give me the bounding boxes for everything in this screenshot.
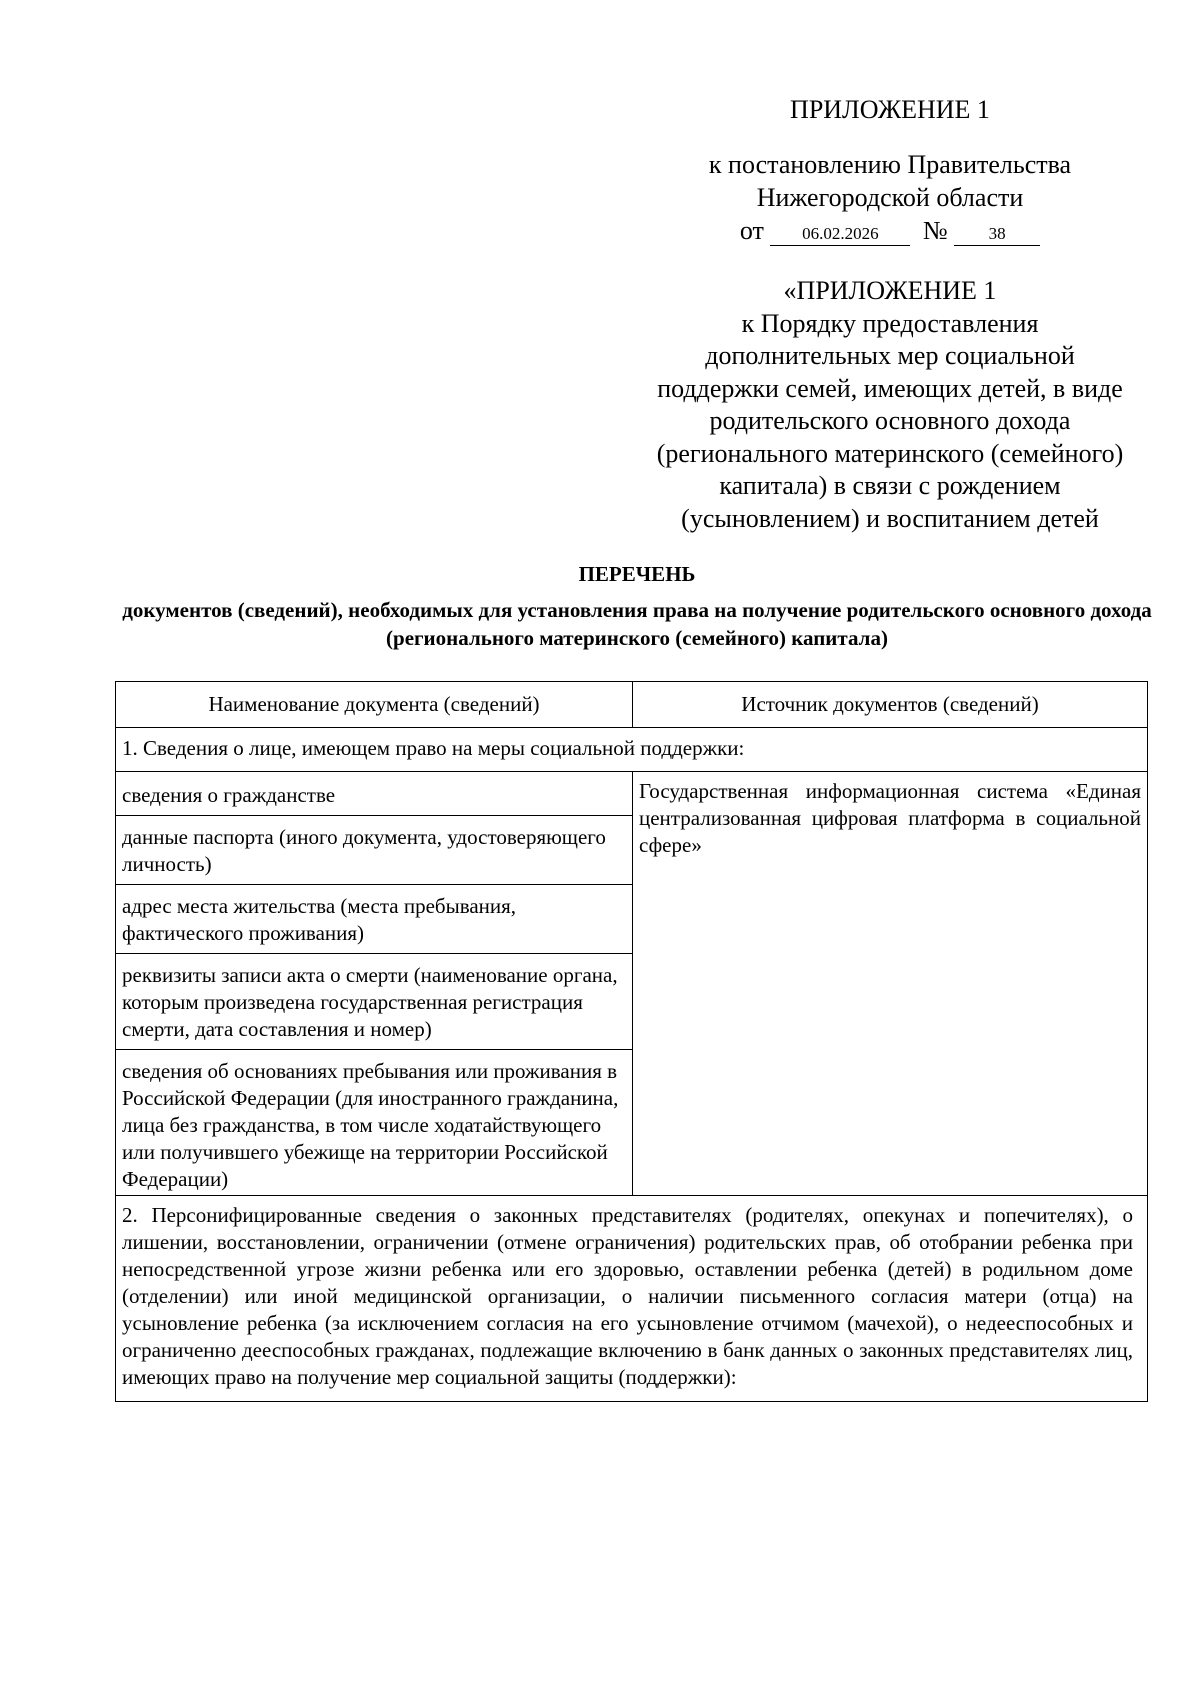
document-name-cell: адрес места жительства (места пребывания, фактического проживания): [116, 885, 633, 954]
reference-line: (усыновлением) и воспитанием детей: [681, 503, 1099, 533]
document-name-cell: сведения о гражданстве: [116, 772, 633, 816]
reference-line: дополнительных мер социальной: [705, 341, 1075, 370]
column-header-name: Наименование документа (сведений): [116, 682, 633, 728]
reference-line: капитала) в связи с рождением: [719, 471, 1061, 500]
section-1-heading: 1. Сведения о лице, имеющем право на меры социальной поддержки:: [116, 728, 1148, 772]
table-header-row: [116, 682, 1148, 728]
appendix-label: ПРИЛОЖЕНИЕ 1: [790, 95, 990, 124]
resolution-line-2: Нижегородской области: [756, 183, 1024, 212]
reference-line: родительского основного дохода: [709, 406, 1071, 435]
reference-line: «ПРИЛОЖЕНИЕ 1: [783, 276, 997, 305]
column-header-source: Источник документов (сведений): [633, 682, 1148, 728]
document-source-cell: Государственная информационная система «Единая централизованная цифровая платформа в социальной сфере»: [633, 772, 1148, 1196]
number-value: 38: [954, 223, 1040, 246]
section-row: [116, 728, 1148, 772]
reference-block: [620, 275, 1160, 535]
date-value: 06.02.2026: [770, 223, 910, 246]
reference-line: к Порядку предоставления: [741, 308, 1039, 338]
document-name-cell: данные паспорта (иного документа, удостоверяющего личность): [116, 816, 633, 885]
document-title: ПЕРЕЧЕНЬ: [578, 562, 696, 586]
section-row: [116, 1196, 1148, 1402]
reference-line: (регионального материнского (семейного): [656, 438, 1124, 468]
documents-table: [115, 681, 1148, 1402]
number-prefix: №: [922, 216, 948, 245]
document-subtitle: документов (сведений), необходимых для установления права на получение родительского основного дохода (регионального материнского (семейного) капитала): [122, 598, 1152, 650]
reference-line: поддержки семей, имеющих детей, в виде: [657, 373, 1123, 403]
document-name-cell: реквизиты записи акта о смерти (наименование органа, которым произведена государственная регистрация смерти, дата составления и номер): [116, 954, 633, 1050]
date-prefix: от: [739, 216, 764, 245]
section-2-heading: 2. Персонифицированные сведения о законных представителях (родителях, опекунах и попечителях), о лишении, восстановлении, ограничении (отмене ограничения) родительских прав, об отобрании ребенка при непосредственной угрозе жизни ребенка или его здоровью, оставлении ребенка (детей) в родильном доме (отделении) или иной медицинской организации, о наличии письменного согласия матери (отца) на усыновление ребенка (за исключением согласия на его усыновление отчимом (мачехой), о недееспособных и ограниченно дееспособных гражданах, подлежащие включению в банк данных о законных представителях лиц, имеющих право на получение мер социальной защиты (поддержки):: [116, 1196, 1148, 1402]
table-row: [116, 772, 1148, 816]
document-name-cell: сведения об основаниях пребывания или проживания в Российской Федерации (для иностранного гражданина, лица без гражданства, в том числе ходатайствующего или получившего убежище на территории Российской Федерации): [116, 1050, 633, 1196]
resolution-date-number: [620, 214, 1160, 247]
resolution-line-1: к постановлению Правительства: [708, 150, 1072, 179]
